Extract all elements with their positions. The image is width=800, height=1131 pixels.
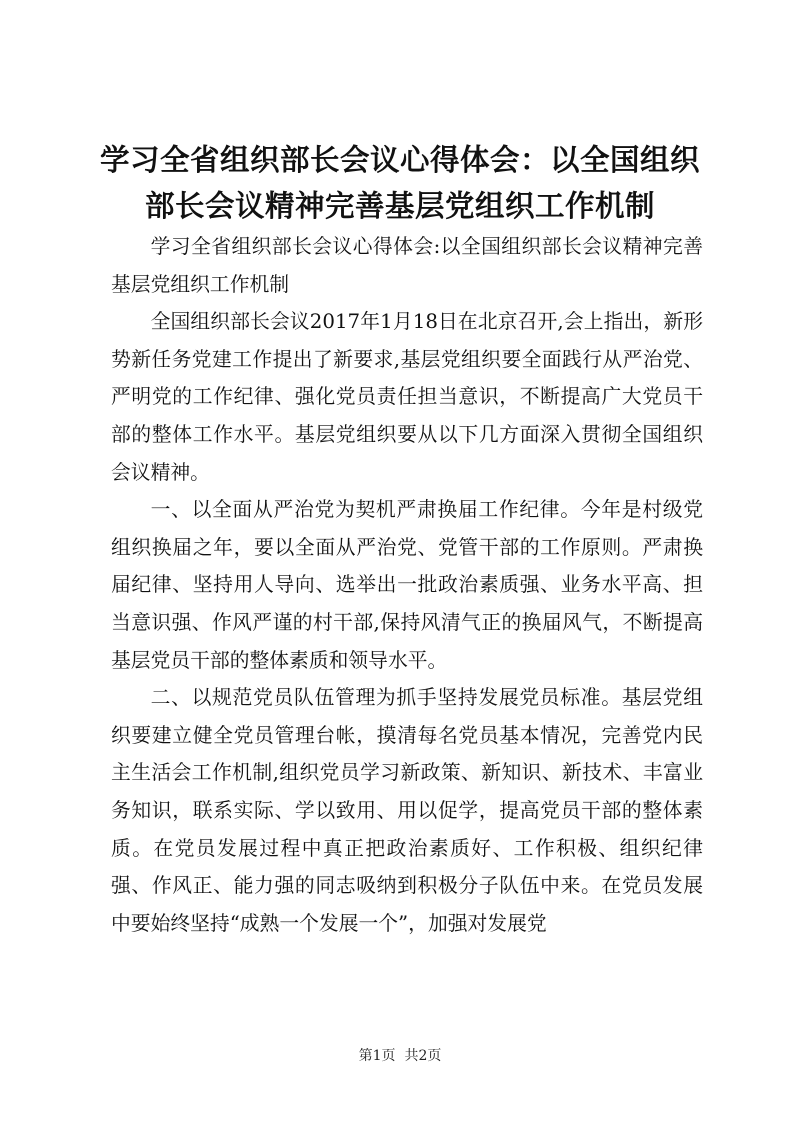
paragraph-subtitle: 学习全省组织部长会议心得体会:以全国组织部长会议精神完善基层党组织工作机制 [111, 235, 703, 296]
paragraph-intro: 全国组织部长会议2017年1月18日在北京召开,会上指出，新形势新任务党建工作提出了新要求,基层党组织要全面践行从严治党、严明党的工作纪律、强化党员责任担当意识，不断提高广大党员干部的整体工作水平。基层党组织要从以下几方面深入贯彻全国组织会议精神。 [111, 310, 703, 484]
page-footer: 第1页 共2页 [358, 1048, 442, 1064]
document-body [111, 228, 703, 942]
paragraph-point-two: 二、以规范党员队伍管理为抓手坚持发展党员标准。基层党组织要建立健全党员管理台帐，摸清每名党员基本情况，完善党内民主生活会工作机制,组织党员学习新政策、新知识、新技术、丰富业务知识，联系实际、学以致用、用以促学，提高党员干部的整体素质。在党员发展过程中真正把政治素质好、工作积极、组织纪律强、作风正、能力强的同志吸纳到积极分子队伍中来。在党员发展中要始终坚持“成熟一个发展一个”，加强对发展党 [111, 686, 703, 935]
document-title: 学习全省组织部长会议心得体会：以全国组织部长会议精神完善基层党组织工作机制 [100, 143, 701, 223]
paragraph-point-one: 一、以全面从严治党为契机严肃换届工作纪律。今年是村级党组织换届之年，要以全面从严治党、党管干部的工作原则。严肃换届纪律、坚持用人导向、选举出一批政治素质强、业务水平高、担当意识强、作风严谨的村干部,保持风清气正的换届风气，不断提高基层党员干部的整体素质和领导水平。 [111, 498, 703, 672]
